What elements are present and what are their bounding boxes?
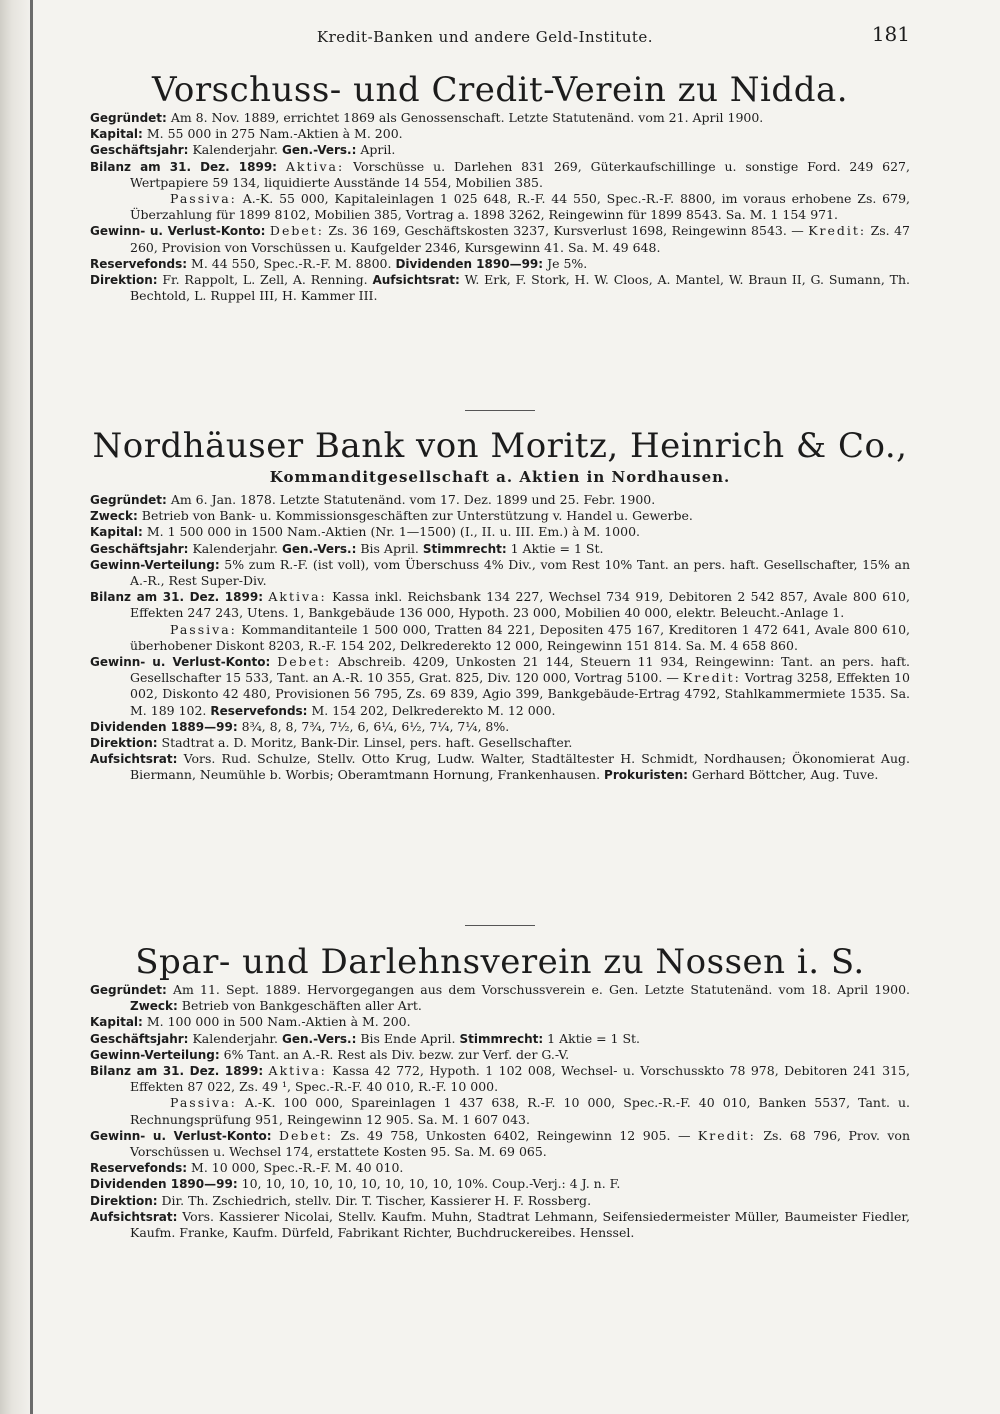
entry-direktion: Direktion: Dir. Th. Zschiedrich, stellv. Dir. T. Tischer, Kassierer H. F. Rossberg. — [90, 1192, 592, 1208]
section-title: Spar- und Darlehnsverein zu Nossen i. S. — [135, 942, 865, 982]
page-number: 181 — [871, 22, 910, 46]
entry-geschaeftsjahr: Geschäftsjahr: Kalenderjahr. Gen.-Vers.: Bis April. Stimmrecht: 1 Aktie = 1 St. — [90, 540, 604, 556]
entry-bilanz-aktiva: Bilanz am 31. Dez. 1899: Aktiva: Kassa inkl. Reichsbank 134 227, Wechsel 734 919, Debitoren 2 542 857, Avale 800 610, Effekten 247 243, Utens. 1, Bankgebäude 136 000, Hypoth. 23 000, Mobilien 40 000, elektr. Beleucht.-Anlage 1. — [90, 589, 910, 621]
entry-zweck: Zweck: Betrieb von Bank- u. Kommissionsgeschäften zur Unterstützung v. Handel u. Gewerbe. — [90, 508, 693, 524]
running-head: Kredit-Banken und andere Geld-Institute. — [316, 28, 654, 46]
entry-dividenden: Dividenden 1889—99: 8¾, 8, 8, 7¾, 7½, 6, 6¼, 6½, 7¼, 7¼, 8%. — [90, 718, 510, 734]
binding-rule — [30, 0, 33, 1414]
section-divider — [465, 925, 535, 926]
section-title: Nordhäuser Bank von Moritz, Heinrich & Co., — [92, 426, 908, 466]
entry-gegruendet: Gegründet: Am 6. Jan. 1878. Letzte Statutenänd. vom 17. Dez. 1899 und 25. Febr. 1900. — [90, 492, 656, 507]
entry-direktion: Direktion: Stadtrat a. D. Moritz, Bank-Dir. Linsel, pers. haft. Gesellschafter. — [90, 735, 573, 751]
entry-bilanz-passiva: Passiva: Kommanditanteile 1 500 000, Tratten 84 221, Depositen 475 167, Kreditoren 1 472 641, Avale 800 610, überhobener Diskont 8203, R.-F. 154 202, Delkrederekto 12 000, Reingewinn 151 814. Sa. M. 4 658 860. — [130, 621, 910, 653]
entry-direktion: Direktion: Fr. Rappolt, L. Zell, A. Renning. Aufsichtsrat: W. Erk, F. Stork, H. W. Cloos, A. Mantel, W. Braun II, G. Sumann, Th. Bechtold, L. Ruppel III, H. Kammer III. — [90, 272, 910, 304]
section-nossen — [90, 942, 910, 1241]
entry-gewinn-verteilung: Gewinn-Verteilung: 6% Tant. an A.-R. Rest als Div. bezw. zur Verf. der G.-V. — [90, 1046, 570, 1062]
section-nidda — [90, 70, 910, 304]
section-divider — [465, 410, 535, 411]
entry-bilanz-passiva: Passiva: A.-K. 55 000, Kapitaleinlagen 1 025 648, R.-F. 44 550, Spec.-R.-F. 8800, im voraus erhobene Zs. 679, Überzahlung für 1899 8102, Mobilien 385, Vortrag a. 1898 3262, Reingewinn für 1899 8543. Sa. M. 1 154 971. — [130, 191, 910, 223]
entry-kapital: Kapital: M. 1 500 000 in 1500 Nam.-Aktien (Nr. 1—1500) (I., II. u. III. Em.) à M. 1000. — [90, 524, 641, 540]
entry-reservefonds: Reservefonds: M. 44 550, Spec.-R.-F. M. 8800. Dividenden 1890—99: Je 5%. — [90, 255, 588, 271]
entry-reservefonds: Reservefonds: M. 10 000, Spec.-R.-F. M. 40 010. — [90, 1160, 404, 1176]
entry-aufsichtsrat: Aufsichtsrat: Vors. Rud. Schulze, Stellv. Otto Krug, Ludw. Walter, Stadtältester H. Schmidt, Nordhausen; Ökonomierat Aug. Biermann, Neumühle b. Worbis; Oberamtmann Hornung, Frankenhausen. Prokuristen: Gerhard Böttcher, Aug. Tuve. — [90, 751, 910, 783]
entry-gegruendet: Gegründet: Am 11. Sept. 1889. Hervorgegangen aus dem Vorschussverein e. Gen. Letzte Statutenänd. vom 18. April 1900. Zweck: Betrieb von Bankgeschäften aller Art. — [90, 982, 910, 1014]
entry-aufsichtsrat: Aufsichtsrat: Vors. Kassierer Nicolai, Stellv. Kaufm. Muhn, Stadtrat Lehmann, Seifensiedermeister Müller, Baumeister Fiedler, Kaufm. Franke, Kaufm. Dürfeld, Fabrikant Richter, Buchdruckereibes. Henssel. — [90, 1208, 910, 1241]
entry-kapital: Kapital: M. 55 000 in 275 Nam.-Aktien à M. 200. — [90, 126, 403, 142]
entry-dividenden: Dividenden 1890—99: 10, 10, 10, 10, 10, 10, 10, 10, 10, 10%. Coup.-Verj.: 4 J. n. F. — [90, 1176, 621, 1192]
section-title: Vorschuss- und Credit-Verein zu Nidda. — [151, 70, 849, 110]
section-nordhaeuser-bank — [90, 426, 910, 784]
entry-gewinn-verlust: Gewinn- u. Verlust-Konto: Debet: Zs. 49 758, Unkosten 6402, Reingewinn 12 905. — Kredit: Zs. 68 796, Prov. von Vorschüssen u. Wechsel 174, erstattete Kosten 95. Sa. M. 69 065. — [90, 1127, 910, 1160]
entry-gewinn-verteilung: Gewinn-Verteilung: 5% zum R.-F. (ist voll), vom Überschuss 4% Div., vom Rest 10% Tant. an pers. haft. Gesellschafter, 15% an A.-R., Rest Super-Div. — [90, 556, 910, 589]
entry-bilanz-aktiva: Bilanz am 31. Dez. 1899: Aktiva: Kassa 42 772, Hypoth. 1 102 008, Wechsel- u. Vorschusskto 78 978, Debitoren 241 315, Effekten 87 022, Zs. 49 ¹, Spec.-R.-F. 40 010, R.-F. 10 000. — [90, 1063, 910, 1095]
entry-geschaeftsjahr: Geschäftsjahr: Kalenderjahr. Gen.-Vers.: Bis Ende April. Stimmrecht: 1 Aktie = 1 St. — [90, 1030, 641, 1046]
entry-kapital: Kapital: M. 100 000 in 500 Nam.-Aktien à M. 200. — [90, 1014, 411, 1030]
entry-gegruendet: Gegründet: Am 8. Nov. 1889, errichtet 1869 als Genossenschaft. Letzte Statutenänd. vom 21. April 1900. — [90, 110, 764, 125]
entry-bilanz-passiva: Passiva: A.-K. 100 000, Spareinlagen 1 437 638, R.-F. 10 000, Spec.-R.-F. 40 010, Banken 5537, Tant. u. Rechnungsprüfung 951, Reingewinn 12 905. Sa. M. 1 607 043. — [130, 1095, 910, 1127]
section-subtitle: Kommanditgesellschaft a. Aktien in Nordhausen. — [269, 468, 731, 486]
entry-gewinn-verlust: Gewinn- u. Verlust-Konto: Debet: Zs. 36 169, Geschäftskosten 3237, Kursverlust 1698, Reingewinn 8543. — Kredit: Zs. 47 260, Provision von Vorschüssen u. Kaufgelder 2346, Kursgewinn 41. Sa. M. 49 648. — [90, 223, 910, 255]
entry-bilanz-aktiva: Bilanz am 31. Dez. 1899: Aktiva: Vorschüsse u. Darlehen 831 269, Güterkaufschillinge u. sonstige Ford. 249 627, Wertpapiere 59 134, liquidierte Ausstände 14 554, Mobilien 385. — [90, 158, 910, 190]
book-binding-shadow — [0, 0, 34, 1414]
entry-geschaeftsjahr: Geschäftsjahr: Kalenderjahr. Gen.-Vers.: April. — [90, 142, 396, 158]
entry-gewinn-verlust: Gewinn- u. Verlust-Konto: Debet: Abschreib. 4209, Unkosten 21 144, Steuern 11 934, Reingewinn: Tant. an pers. haft. Gesellschafter 15 533, Tant. an A.-R. 10 355, Grat. 825, Div. 120 000, Vortrag 5100. — Kredit: Vortrag 3258, Effekten 10 002, Diskonto 42 480, Provisionen 56 795, Zs. 69 839, Agio 399, Bankgebäude-Ertrag 4792, Stahlkammermiete 1535. Sa. M. 189 102. Reservefonds: M. 154 202, Delkrederekto M. 12 000. — [90, 654, 910, 718]
